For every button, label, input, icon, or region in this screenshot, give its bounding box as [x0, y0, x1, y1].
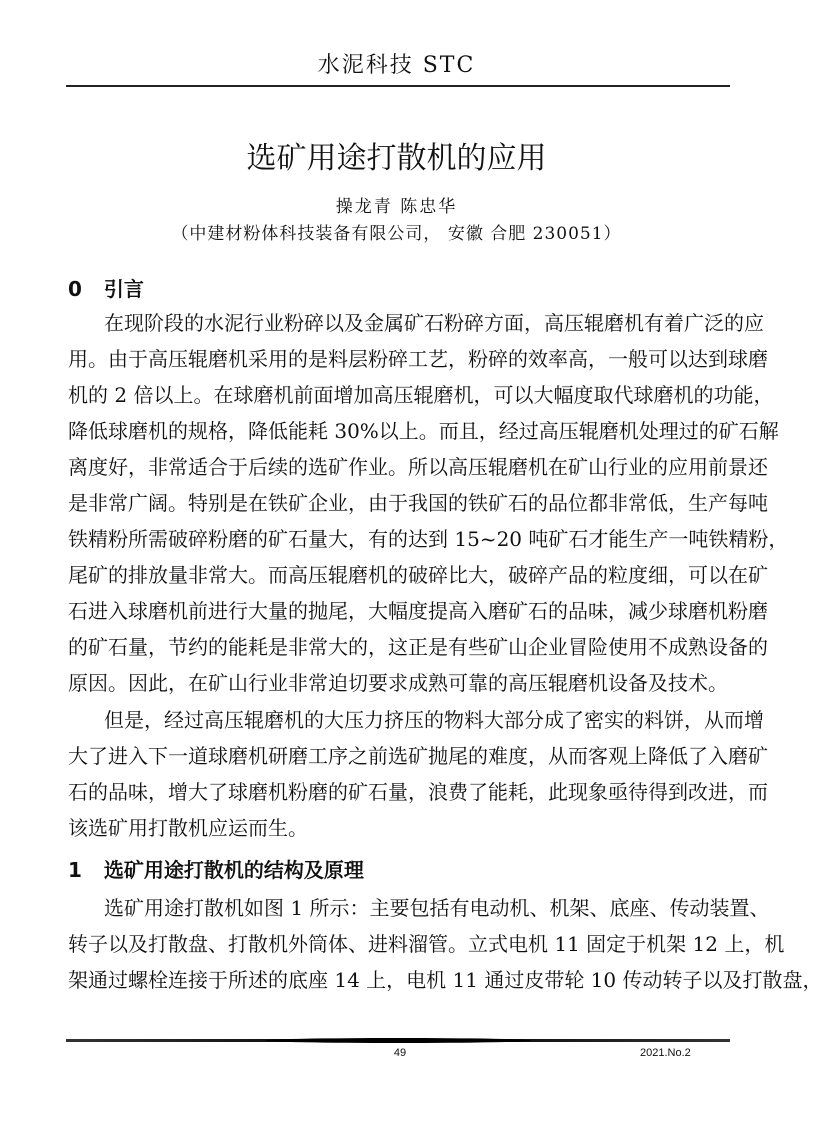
text-line: 原因。因此，在矿山行业非常迫切要求成熟可靠的高压辊磨机设备及技术。 — [68, 671, 728, 695]
text-line: 架通过螺栓连接于所述的底座 14 上，电机 11 通过皮带轮 10 传动转子以及打散盘， — [68, 968, 823, 992]
text-line: 降低球磨机的规格，降低能耗 30%以上。而且，经过高压辊磨机处理过的矿石解 — [68, 419, 779, 443]
text-line: 尾矿的排放量非常大。而高压辊磨机的破碎比大，破碎产品的粒度细，可以在矿 — [68, 563, 768, 587]
section-title: 选矿用途打散机的结构及原理 — [103, 858, 364, 882]
text-line: 离度好，非常适合于后续的选矿作业。所以高压辊磨机在矿山行业的应用前景还 — [68, 455, 768, 479]
text-line: 是非常广阔。特别是在铁矿企业，由于我国的铁矿石的品位都非常低，生产每吨 — [68, 491, 768, 515]
section-heading-0 — [68, 273, 144, 302]
section-number: 1 — [68, 858, 82, 882]
page-number: 49 — [393, 1047, 407, 1059]
text-line: 用。由于高压辊磨机采用的是料层粉碎工艺，粉碎的效率高，一般可以达到球磨 — [68, 347, 768, 371]
text-line: 铁精粉所需破碎粉磨的矿石量大，有的达到 15~20 吨矿石才能生产一吨铁精粉， — [68, 527, 789, 551]
text-line: 机的 2 倍以上。在球磨机前面增加高压辊磨机，可以大幅度取代球磨机的功能， — [68, 383, 774, 407]
text-line: 大了进入下一道球磨机研磨工序之前选矿抛尾的难度，从而客观上降低了入磨矿 — [68, 744, 768, 768]
text-line: 在现阶段的水泥行业粉碎以及金属矿石粉碎方面，高压辊磨机有着广泛的应 — [104, 311, 764, 335]
text-line: 但是，经过高压辊磨机的大压力挤压的物料大部分成了密实的料饼，从而增 — [104, 708, 764, 732]
text-line: 选矿用途打散机如图 1 所示：主要包括有电动机、机架、底座、传动装置、 — [104, 896, 770, 920]
article-authors: 操龙青 陈忠华 — [335, 197, 458, 217]
text-line: 石的品味，增大了球磨机粉磨的矿石量，浪费了能耗，此现象亟待得到改进，而 — [68, 780, 768, 804]
issue-label: 2021.No.2 — [640, 1047, 691, 1059]
section-title: 引言 — [103, 277, 144, 301]
text-line: 该选矿用打散机应运而生。 — [68, 816, 308, 840]
section-heading-1 — [68, 854, 364, 883]
article-title: 选矿用途打散机的应用 — [246, 141, 547, 176]
footer-divider — [66, 1039, 730, 1042]
text-line: 的矿石量，节约的能耗是非常大的，这正是有些矿山企业冒险使用不成熟设备的 — [68, 635, 768, 659]
article-affiliation: （中建材粉体科技装备有限公司， 安徽 合肥 230051） — [171, 224, 622, 244]
journal-header: 水泥科技 STC — [317, 53, 476, 78]
text-line: 转子以及打散盘、打散机外筒体、进料溜管。立式电机 11 固定于机架 12 上，机 — [68, 932, 785, 956]
header-divider — [66, 85, 730, 87]
text-line: 石进入球磨机前进行大量的抛尾，大幅度提高入磨矿石的品味，减少球磨机粉磨 — [68, 599, 768, 623]
section-number: 0 — [68, 277, 82, 301]
